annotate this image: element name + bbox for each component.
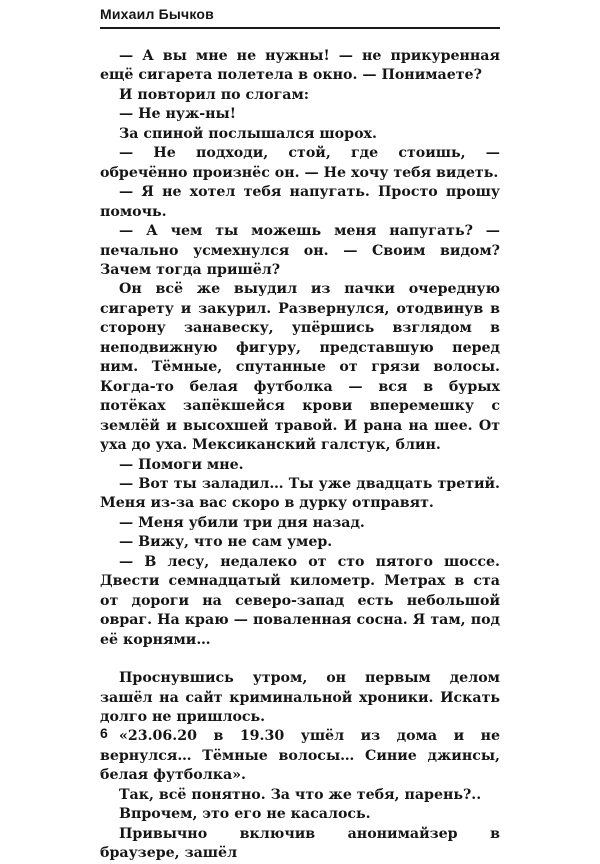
paragraph: — Вижу, что не сам умер. (119, 534, 333, 551)
header-rule (100, 27, 500, 29)
body-text (100, 47, 500, 864)
paragraph: Проснувшись утром, он первым делом зашёл на сайт криминальной хроники. Искать долго не пришлось. (100, 670, 500, 725)
paragraph: — В лесу, недалеко от сто пятого шоссе. Двести семнадцатый километр. Метрах в ста от дороги на северо-запад есть небольшой овраг. На краю — поваленная сосна. Я там, под её корнями… (100, 553, 500, 648)
paragraph: — А вы мне не нужны! — не прикуренная ещё сигарета полетела в окно. — Понимаете? (100, 48, 500, 84)
paragraph: — Я не хотел тебя напугать. Просто прошу помочь. (100, 184, 500, 220)
paragraph: «23.06.20 в 19.30 ушёл из дома и не вернулся… Тёмные волосы… Синие джинсы, белая футболка». (100, 728, 500, 784)
section-break (100, 650, 500, 669)
paragraph: — Не нуж-ны! (119, 106, 237, 123)
paragraph: — Вот ты заладил… Ты уже двадцать третий. Меня из-за вас скоро в дурку отправят. (100, 475, 500, 512)
paragraph: — Помоги мне. (119, 456, 244, 473)
paragraph: Впрочем, это его не касалось. (119, 806, 371, 823)
paragraph: — А чем ты можешь меня напугать? — печально усмехнулся он. — Своим видом? Зачем тогда пришёл? (100, 223, 500, 278)
paragraph: И повторил по слогам: (119, 86, 310, 103)
paragraph: Привычно включив анонимайзер в браузере, зашёл (100, 825, 500, 862)
paragraph: За спиной послышался шорох. (119, 125, 377, 142)
paragraph: — Не подходи, стой, где стоишь, — обречённо произнёс он. — Не хочу тебя видеть. (100, 145, 500, 181)
running-header-author: Михаил Бычков (100, 6, 214, 22)
paragraph: Так, всё понятно. За что же тебя, парень?.. (119, 786, 482, 803)
paragraph: — Меня убили три дня назад. (119, 514, 365, 531)
paragraph: Он всё же выудил из пачки очередную сигарету и закурил. Развернулся, отодвинув в сторону занавеску, упёршись взглядом в неподвижную фигуру, представшую перед ним. Тёмные, спутанные от грязи волосы. Когда-то белая футболка — вся в бурых потёках запёкшейся крови вперемешку с землёй и высохшей травой. И рана на шее. От уха до уха. Мексиканский галстук, блин. (100, 281, 500, 454)
page-number: 6 (100, 725, 108, 741)
